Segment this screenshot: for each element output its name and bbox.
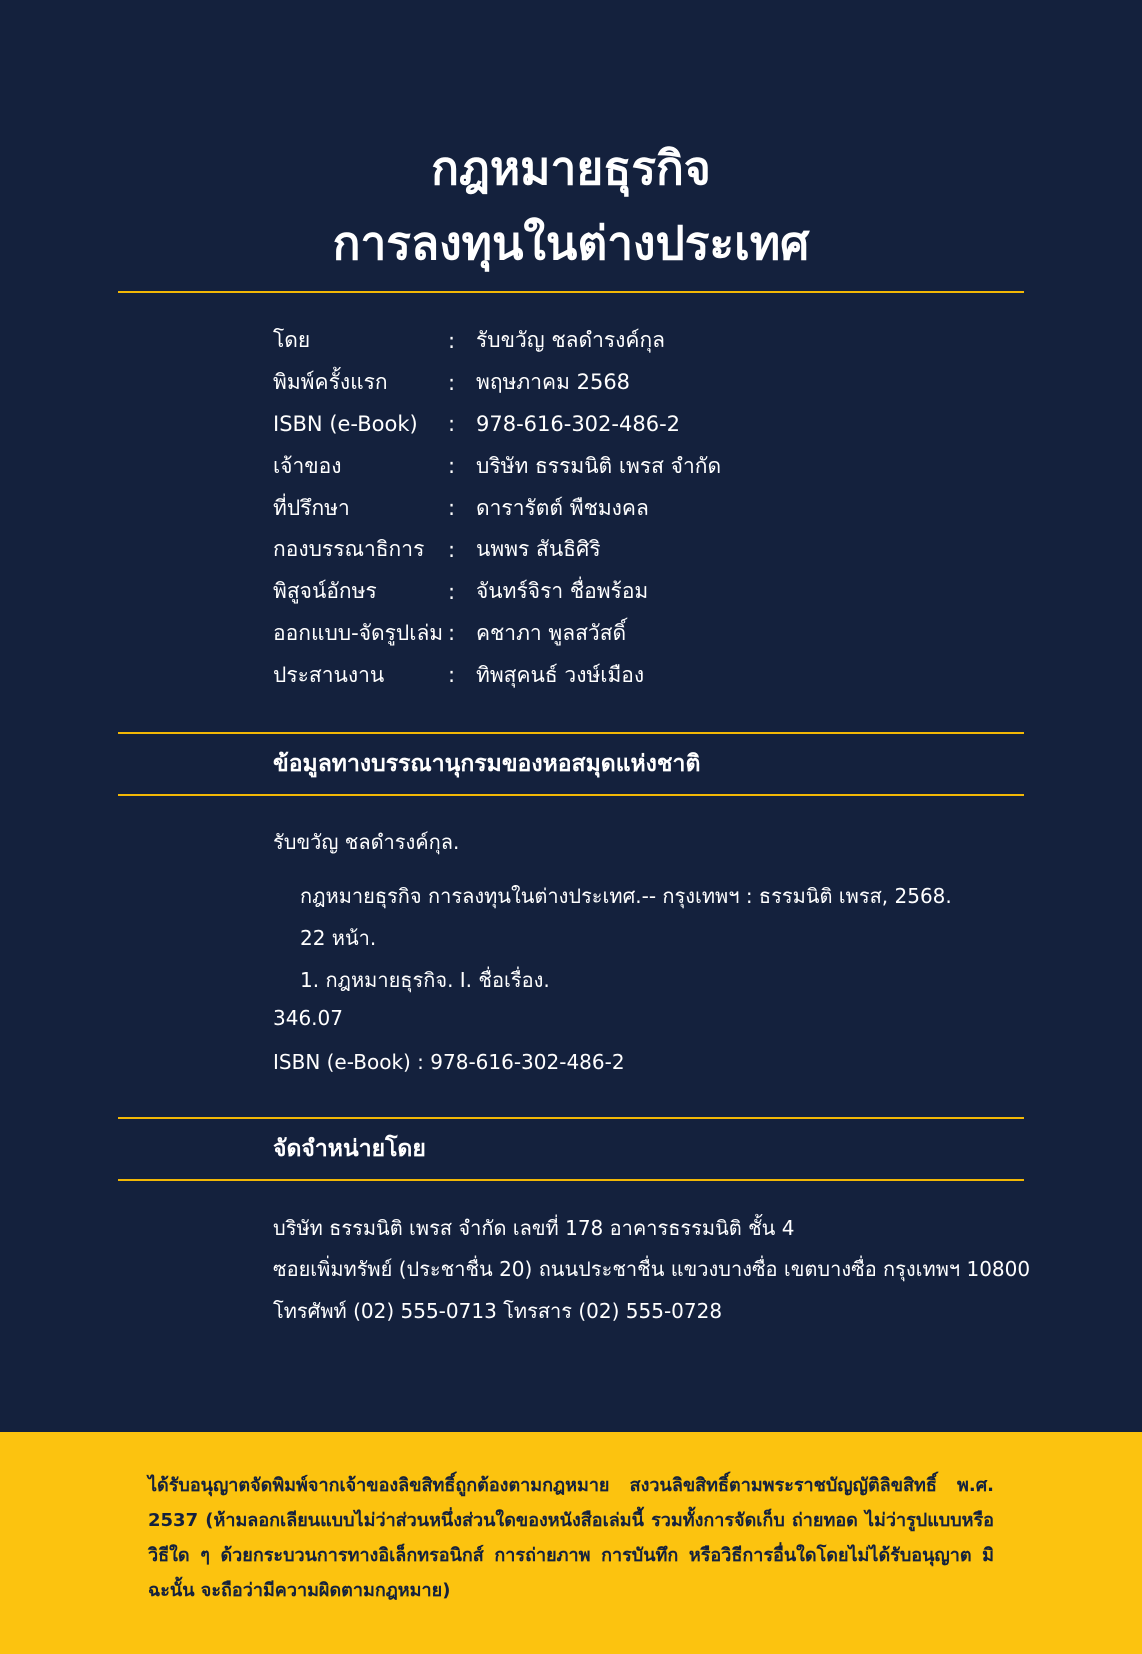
info-colon: : [448, 496, 456, 521]
info-label: พิมพ์ครั้งแรก [273, 370, 388, 395]
info-value: นพพร สันธิศิริ [476, 537, 601, 562]
info-colon: : [448, 454, 456, 479]
info-label: โดย [273, 328, 311, 353]
info-value: รับขวัญ ชลดำรงค์กุล [476, 328, 666, 353]
catalog-classification: 346.07 [273, 1006, 343, 1030]
info-label: กองบรรณาธิการ [273, 537, 425, 562]
info-row-coordinator [273, 654, 721, 696]
distributor-address-line-2: ซอยเพิ่มทรัพย์ (ประชาชื่น 20) ถนนประชาชื่น แขวงบางซื่อ เขตบางซื่อ กรุงเทพฯ 10800 [273, 1257, 1031, 1281]
info-colon: : [448, 663, 456, 688]
publication-info [273, 320, 721, 696]
catalog-heading: ข้อมูลทางบรรณานุกรมของหอสมุดแห่งชาติ [273, 751, 701, 777]
info-colon: : [448, 537, 456, 562]
distributor-address-line-1: บริษัท ธรรมนิติ เพรส จำกัด เลขที่ 178 อาคารธรรมนิติ ชั้น 4 [273, 1216, 795, 1240]
distribution-heading: จัดจำหน่ายโดย [273, 1136, 426, 1162]
catalog-bottom-divider [118, 794, 1024, 796]
catalog-subject: 1. กฎหมายธุรกิจ. I. ชื่อเรื่อง. [300, 968, 550, 992]
info-label: พิสูจน์อักษร [273, 579, 377, 604]
info-label: ประสานงาน [273, 662, 385, 687]
book-title-line-1: กฎหมายธุรกิจ [431, 141, 711, 195]
info-value: พฤษภาคม 2568 [476, 370, 631, 395]
info-row-author [273, 320, 721, 362]
info-value: บริษัท ธรรมนิติ เพรส จำกัด [476, 453, 722, 478]
distribution-top-divider [118, 1117, 1024, 1119]
info-row-design [273, 613, 721, 655]
catalog-isbn: ISBN (e-Book) : 978-616-302-486-2 [273, 1050, 625, 1074]
info-value: ทิพสุคนธ์ วงษ์เมือง [476, 662, 645, 687]
info-label: ออกแบบ-จัดรูปเล่ม [273, 620, 444, 645]
info-colon: : [448, 621, 456, 646]
info-label: เจ้าของ [273, 453, 342, 478]
copyright-notice: ได้รับอนุญาตจัดพิมพ์จากเจ้าของลิขสิทธิ์ถูกต้องตามกฎหมาย สงวนลิขสิทธิ์ตามพระราชบัญญัติลิขสิทธิ์ พ.ศ. 2537 (ห้ามลอกเลียนแบบไม่ว่าส่วนหนึ่งส่วนใดของหนังสือเล่มนี้ รวมทั้งการจัดเก็บ ถ่ายทอด ไม่ว่ารูปแบบหรือวิธีใด ๆ ด้วยกระบวนการทางอิเล็กทรอนิกส์ การถ่ายภาพ การบันทึก หรือวิธีการอื่นใดโดยไม่ได้รับอนุญาต มิฉะนั้น จะถือว่ามีความผิดตามกฎหมาย) [148, 1475, 994, 1601]
info-value: 978-616-302-486-2 [476, 412, 681, 437]
info-colon: : [448, 579, 456, 604]
info-row-editorial [273, 529, 721, 571]
info-value: จันทร์จิรา ชื่อพร้อม [476, 579, 649, 604]
info-colon: : [448, 328, 456, 353]
info-row-first-print [273, 362, 721, 404]
catalog-author: รับขวัญ ชลดำรงค์กุล. [273, 830, 460, 854]
info-value: ดารารัตต์ พืชมงคล [476, 495, 649, 520]
book-title-line-2: การลงทุนในต่างประเทศ [332, 216, 810, 270]
info-colon: : [448, 412, 456, 437]
catalog-top-divider [118, 732, 1024, 734]
info-row-proofreader [273, 571, 721, 613]
info-row-advisor [273, 487, 721, 529]
info-label: ISBN (e-Book) [273, 412, 418, 437]
info-value: คชาภา พูลสวัสดิ์ [476, 620, 627, 645]
distributor-contact: โทรศัพท์ (02) 555-0713 โทรสาร (02) 555-0728 [273, 1299, 723, 1323]
info-row-isbn [273, 404, 721, 446]
title-divider [118, 291, 1024, 293]
copyright-footer [0, 1432, 1142, 1654]
info-colon: : [448, 370, 456, 395]
distribution-bottom-divider [118, 1179, 1024, 1181]
info-row-owner [273, 445, 721, 487]
catalog-entry: กฎหมายธุรกิจ การลงทุนในต่างประเทศ.-- กรุงเทพฯ : ธรรมนิติ เพรส, 2568. [300, 884, 952, 908]
catalog-pages: 22 หน้า. [300, 926, 377, 950]
info-label: ที่ปรึกษา [273, 495, 350, 520]
